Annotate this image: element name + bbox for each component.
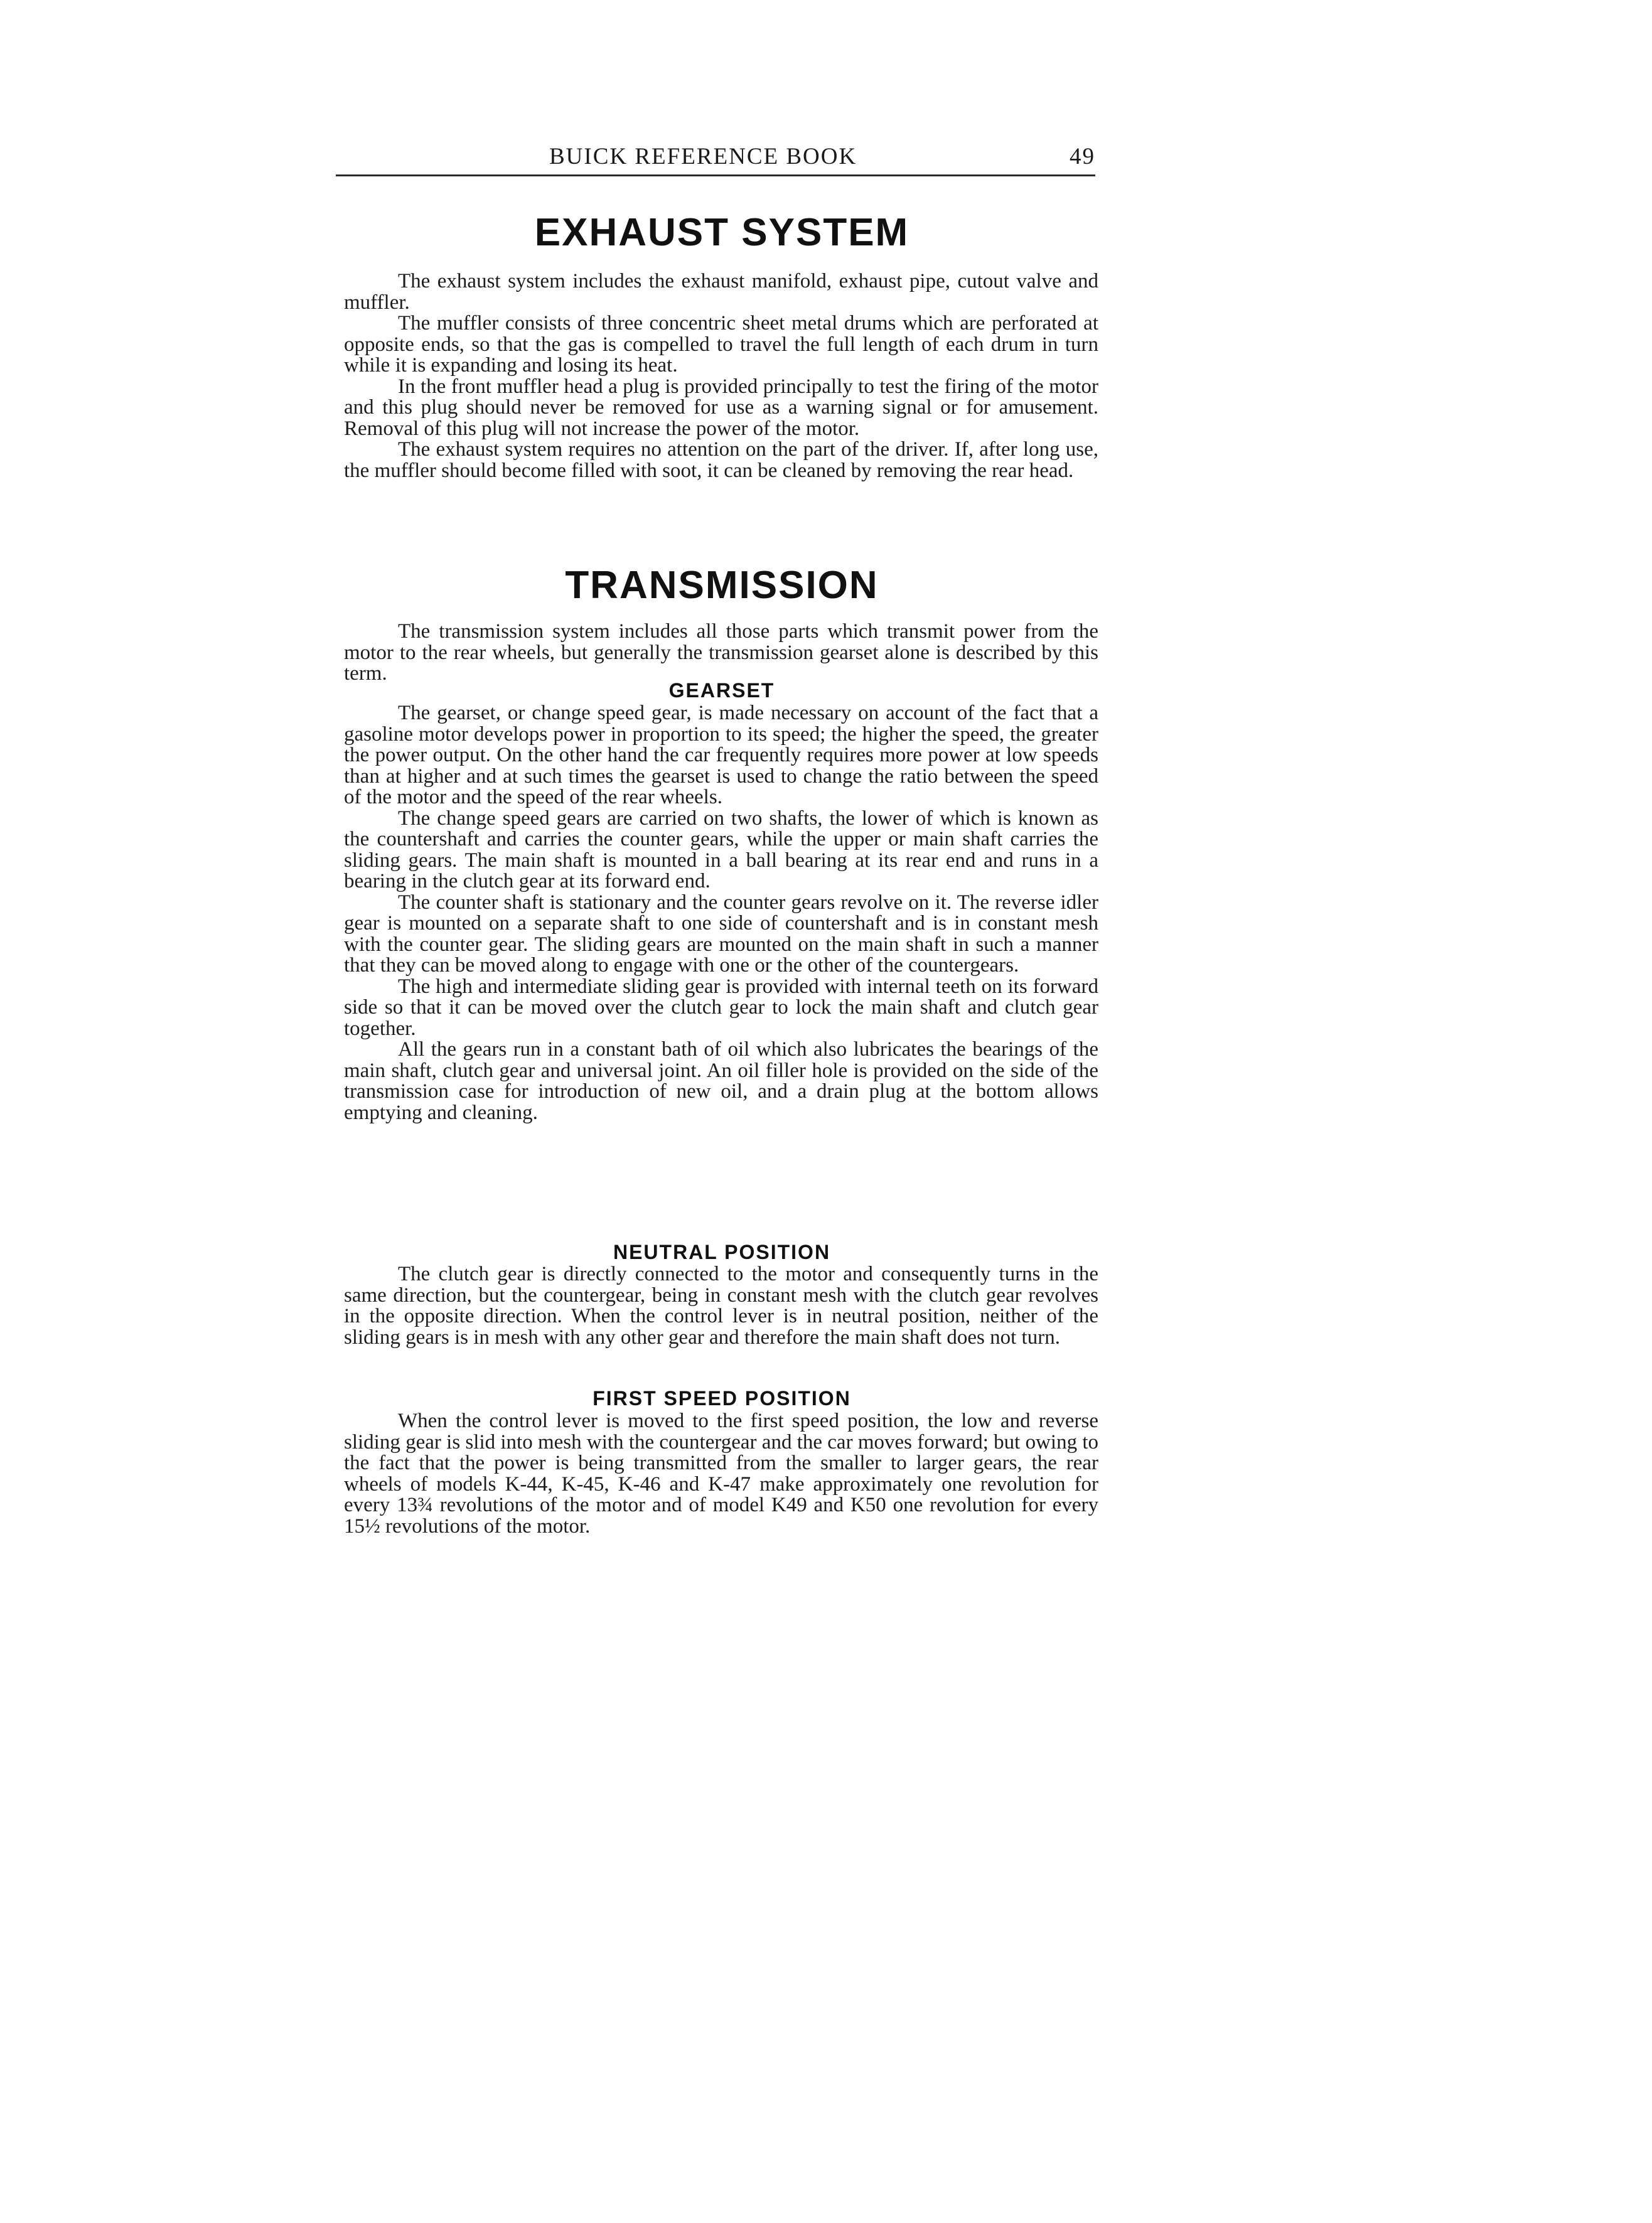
gearset-paragraph-3: The counter shaft is stationary and the counter gears revolve on it. The reverse idler gear is mounted on a separate shaft to one side of countershaft and is in constant mesh with the counter gear. The sliding gears are mounted on the main shaft in such a manner that they can be moved along to engage with one or the other of the countergears. xyxy=(344,891,1098,977)
transmission-intro-body xyxy=(344,621,1098,685)
neutral-position-body xyxy=(344,1264,1098,1348)
transmission-intro: The transmission system includes all those parts which transmit power from the motor to the rear wheels, but generally the transmission gearset alone is described by this term. xyxy=(344,620,1098,685)
first-speed-body xyxy=(344,1411,1098,1537)
page-number: 49 xyxy=(1070,144,1095,169)
gearset-paragraph-5: All the gears run in a constant bath of oil which also lubricates the bearings of the main shaft, clutch gear and universal joint. An oil filler hole is provided on the side of the transmission case for introduction of new oil, and a drain plug at the bottom allows emptying and cleaning. xyxy=(344,1038,1098,1124)
gearset-paragraph-2: The change speed gears are carried on two shafts, the lower of which is known as the countershaft and carries the counter gears, while the upper or main shaft carries the sliding gears. The main shaft is mounted in a ball bearing at its rear end and runs in a bearing in the clutch gear at its forward end. xyxy=(344,806,1098,892)
neutral-paragraph: The clutch gear is directly connected to the motor and consequently turns in the same direction, but the countergear, being in constant mesh with the clutch gear revolves in the opposite direction. When the control lever is in neutral position, neither of the sliding gears is in mesh with any other gear and therefore the main shaft does not turn. xyxy=(344,1263,1098,1349)
gearset-paragraph-1: The gearset, or change speed gear, is made necessary on account of the fact that a gasoline motor develops power in proportion to its speed; the higher the speed, the greater the power output. On the other hand the car frequently requires more power at low speeds than at higher and at such times the gearset is used to change the ratio between the speed of the motor and the speed of the rear wheels. xyxy=(344,702,1098,808)
running-head xyxy=(336,139,1095,177)
transmission-title: TRANSMISSION xyxy=(565,564,879,607)
first-speed-paragraph: When the control lever is moved to the first speed position, the low and reverse sliding gear is slid into mesh with the countergear and the car moves forward; but owing to the fact that the power is being transmitted from the smaller to larger gears, the rear wheels of models K-44, K-45, K-46 and K-47 make approximately one revolution for every 13¾ revolutions of the motor and of model K49 and K50 one revolution for every 15½ revolutions of the motor. xyxy=(344,1410,1098,1538)
exhaust-system-body xyxy=(344,271,1098,481)
exhaust-paragraph-2: The muffler consists of three concentric sheet metal drums which are perforated at opposite ends, so that the gas is compelled to travel the full length of each drum in turn while it is expanding and losing its heat. xyxy=(344,312,1098,377)
exhaust-paragraph-4: The exhaust system requires no attention on the part of the driver. If, after long use, the muffler should become filled with soot, it can be cleaned by removing the rear head. xyxy=(344,438,1098,482)
first-speed-heading: FIRST SPEED POSITION xyxy=(593,1387,851,1410)
exhaust-system-title: EXHAUST SYSTEM xyxy=(534,211,909,254)
neutral-position-heading: NEUTRAL POSITION xyxy=(613,1241,831,1263)
gearset-body xyxy=(344,703,1098,1123)
exhaust-paragraph-1: The exhaust system includes the exhaust manifold, exhaust pipe, cutout valve and muffler. xyxy=(344,270,1098,314)
book-title: BUICK REFERENCE BOOK xyxy=(549,144,857,169)
exhaust-paragraph-3: In the front muffler head a plug is provided principally to test the firing of the motor and this plug should never be removed for use as a warning signal or for amusement. Removal of this plug will not increase the power of the motor. xyxy=(344,375,1098,440)
gearset-heading: GEARSET xyxy=(668,679,775,702)
header-rule xyxy=(336,174,1095,176)
gearset-paragraph-4: The high and intermediate sliding gear is provided with internal teeth on its forward side so that it can be moved over the clutch gear to lock the main shaft and clutch gear together. xyxy=(344,975,1098,1040)
